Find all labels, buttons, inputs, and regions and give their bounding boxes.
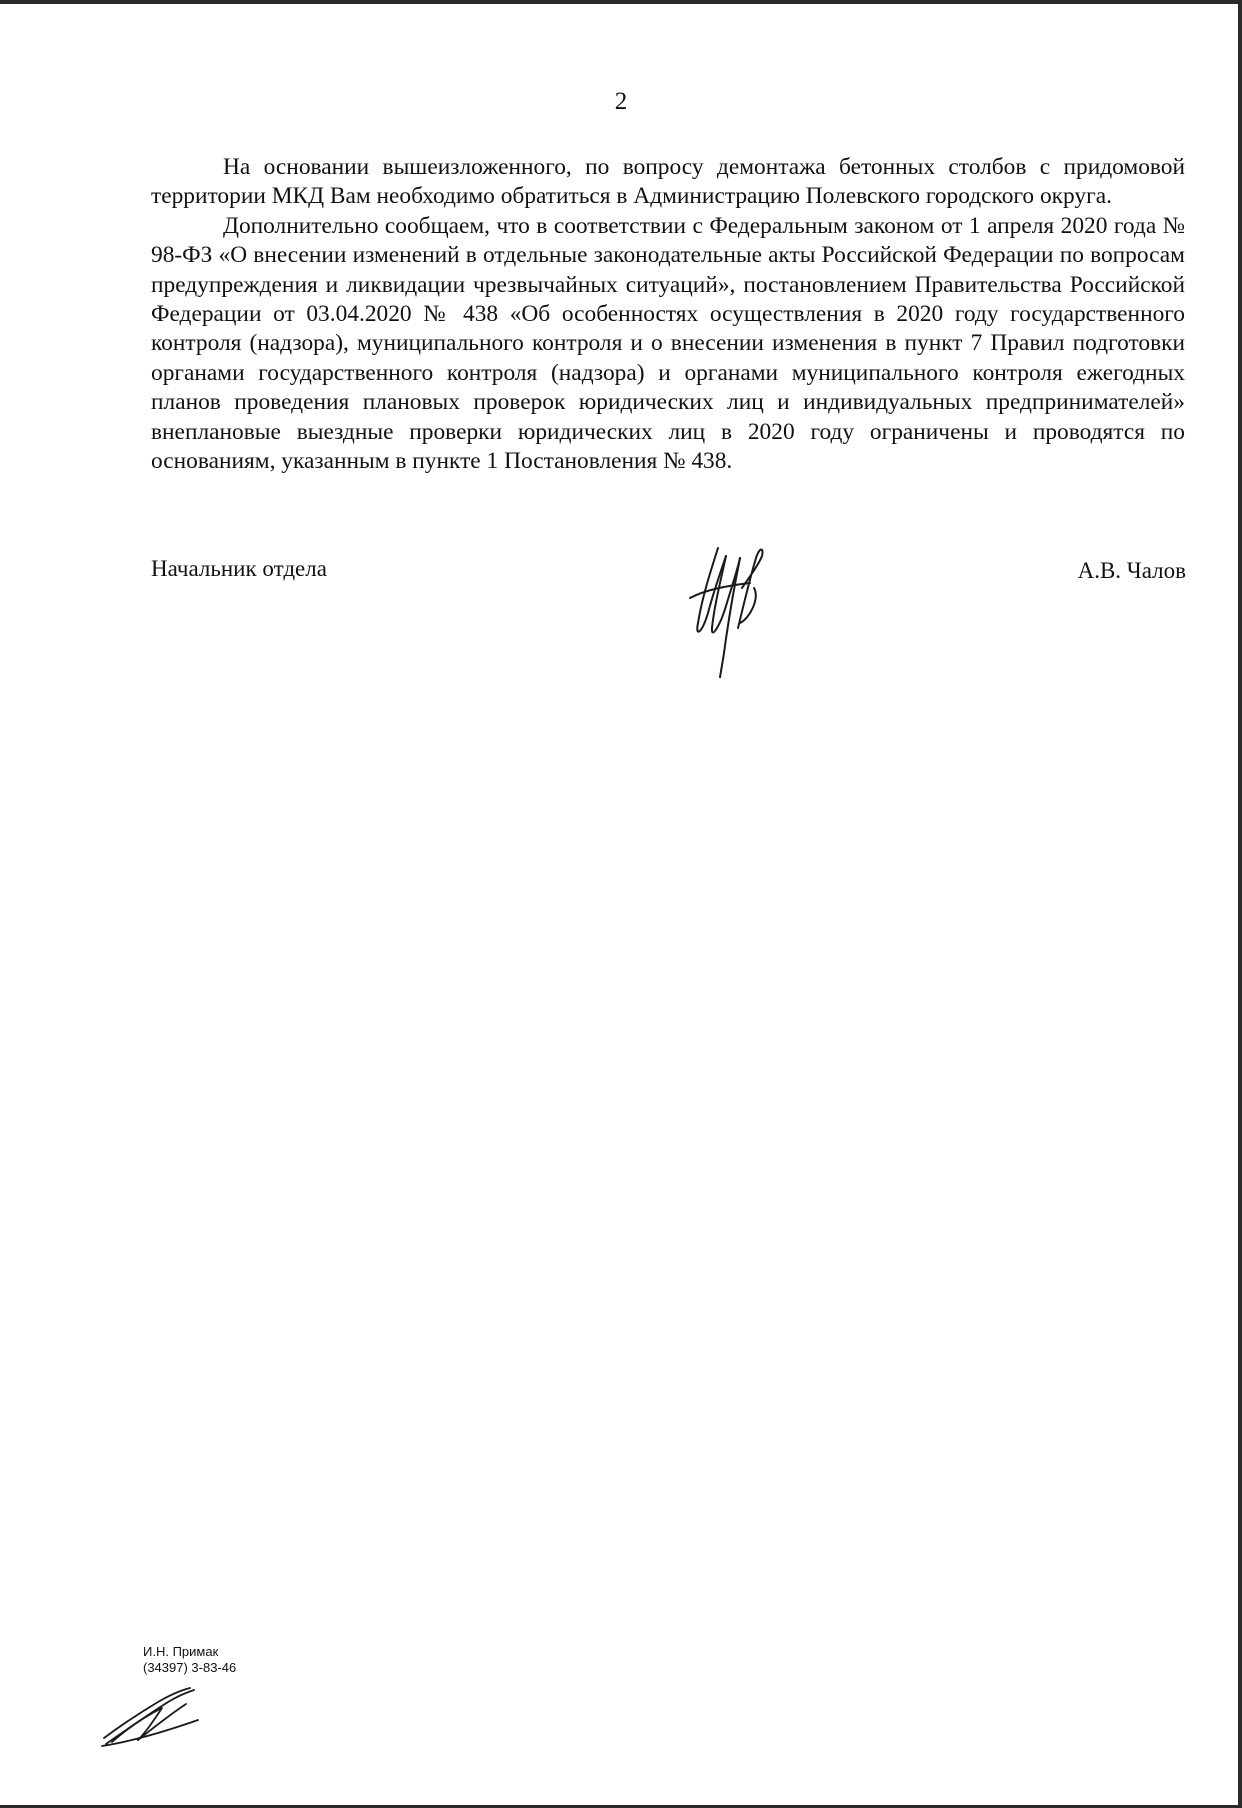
paragraph-1: На основании вышеизложенного, по вопросу демонтажа бетонных столбов с придомовой территории МКД Вам необходимо обратиться в Администрацию Полевского городского округа. <box>151 154 1185 210</box>
handwritten-signature <box>680 528 790 678</box>
paragraph-2: Дополнительно сообщаем, что в соответствии с Федеральным законом от 1 апреля 2020 года № 98-ФЗ «О внесении изменений в отдельные законодательные акты Российской Федерации по вопросам предупреждения и ликвидации чрезвычайных ситуаций», постановлением Правительства Российской Федерации от 03.04.2020 № 438 «Об особенностях осуществления в 2020 году государственного контроля (надзора), муниципального контроля и о внесении изменения в пункт 7 Правил подготовки органами государственного контроля (надзора) и органами муниципального контроля ежегодных планов проведения плановых проверок юридических лиц и индивидуальных предпринимателей» внеплановые выездные проверки юридических лиц в 2020 году ограничены и проводятся по основаниям, указанным в пункте 1 Постановления № 438. <box>151 212 1185 475</box>
signatory-name: А.В. Чалов <box>1077 558 1186 583</box>
initial-scribble <box>98 1680 208 1752</box>
scan-border-right <box>1238 0 1242 1808</box>
letter-body <box>151 153 1185 476</box>
executor-name: И.Н. Примак <box>143 1644 219 1659</box>
page-number: 2 <box>614 88 628 115</box>
signatory-title: Начальник отдела <box>151 556 327 581</box>
executor-phone: (34397) 3-83-46 <box>143 1660 237 1675</box>
scan-border-top <box>0 0 1242 4</box>
executor-block <box>143 1644 236 1676</box>
